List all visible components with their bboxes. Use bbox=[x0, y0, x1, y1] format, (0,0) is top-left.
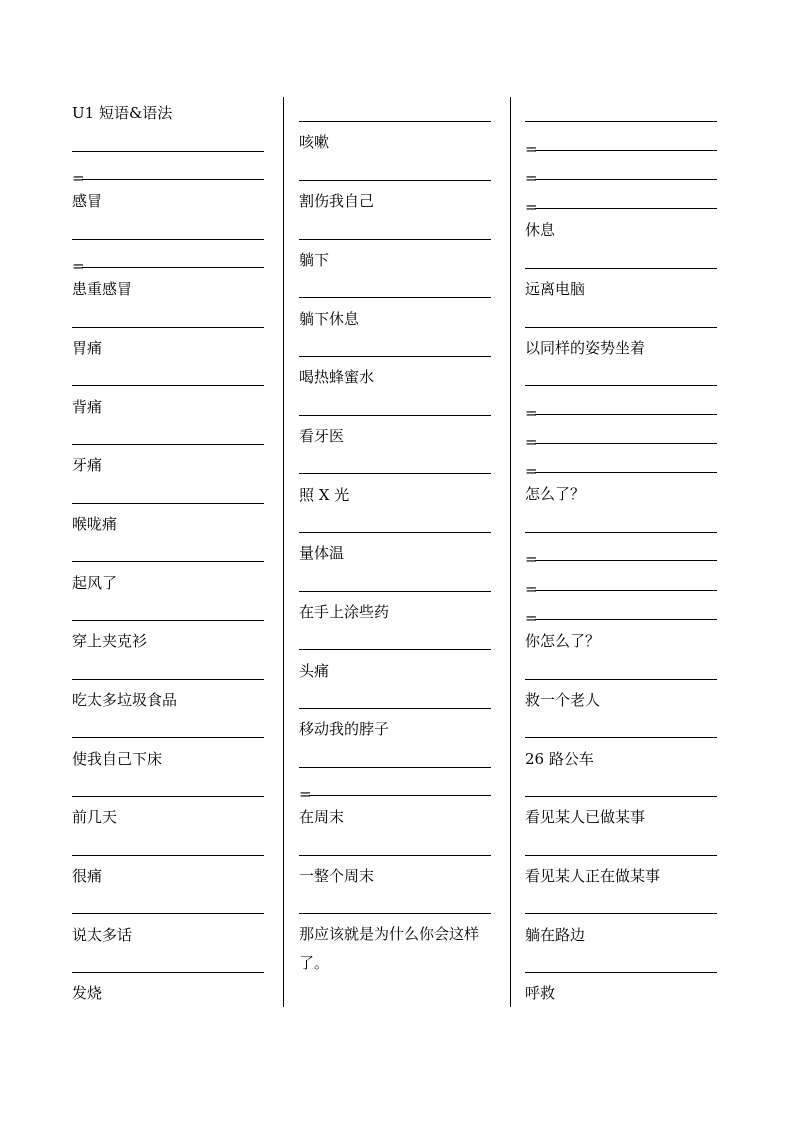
equivalent-row[interactable] bbox=[525, 600, 717, 627]
phrase-label: 看牙医 bbox=[299, 427, 345, 445]
phrase-label: 你怎么了？ bbox=[525, 632, 601, 650]
phrase-label: 发烧 bbox=[72, 984, 103, 1002]
equals-sign: = bbox=[525, 580, 538, 598]
answer-blank[interactable] bbox=[299, 708, 491, 709]
phrase-label: 远离电脑 bbox=[525, 280, 586, 298]
answer-blank[interactable] bbox=[535, 179, 717, 180]
equivalent-row[interactable] bbox=[525, 395, 717, 422]
answer-blank[interactable] bbox=[525, 796, 717, 797]
answer-blank[interactable] bbox=[72, 913, 264, 914]
answer-blank[interactable] bbox=[525, 855, 717, 856]
answer-blank[interactable] bbox=[299, 121, 491, 122]
phrase-label: 牙痛 bbox=[72, 456, 103, 474]
phrase-label: 感冒 bbox=[72, 192, 103, 210]
phrase-label: 患重感冒 bbox=[72, 280, 133, 298]
answer-blank[interactable] bbox=[72, 620, 264, 621]
phrase-label: 看见某人已做某事 bbox=[525, 808, 646, 826]
phrase-label: 割伤我自己 bbox=[299, 192, 375, 210]
answer-blank[interactable] bbox=[535, 208, 717, 209]
answer-blank[interactable] bbox=[72, 679, 264, 680]
equivalent-row[interactable] bbox=[525, 160, 717, 187]
phrase-label: 躺下 bbox=[299, 251, 330, 269]
phrase-label: 说太多话 bbox=[72, 926, 133, 944]
equivalent-row[interactable] bbox=[525, 131, 717, 158]
phrase-label: 咳嗽 bbox=[299, 133, 330, 151]
answer-blank[interactable] bbox=[299, 415, 491, 416]
answer-blank[interactable] bbox=[525, 679, 717, 680]
equivalent-row[interactable] bbox=[525, 541, 717, 568]
phrase-label: 很痛 bbox=[72, 867, 103, 885]
answer-blank[interactable] bbox=[299, 855, 491, 856]
phrase-label: 量体温 bbox=[299, 544, 345, 562]
answer-blank[interactable] bbox=[525, 913, 717, 914]
answer-blank[interactable] bbox=[72, 385, 264, 386]
phrase-label: 照 X 光 bbox=[299, 486, 350, 504]
answer-blank[interactable] bbox=[299, 767, 491, 768]
equals-sign: = bbox=[525, 404, 538, 422]
answer-blank[interactable] bbox=[525, 327, 717, 328]
equivalent-row[interactable] bbox=[525, 424, 717, 451]
phrase-label: 头痛 bbox=[299, 662, 330, 680]
phrase-label: 喝热蜂蜜水 bbox=[299, 368, 375, 386]
answer-blank[interactable] bbox=[299, 649, 491, 650]
phrase-label: 在周末 bbox=[299, 808, 345, 826]
answer-blank[interactable] bbox=[72, 972, 264, 973]
phrase-label: 背痛 bbox=[72, 398, 103, 416]
answer-blank[interactable] bbox=[72, 151, 264, 152]
answer-blank[interactable] bbox=[72, 796, 264, 797]
phrase-label: 呼救 bbox=[525, 984, 556, 1002]
column-2 bbox=[295, 97, 495, 1007]
answer-blank[interactable] bbox=[535, 619, 717, 620]
equals-sign: = bbox=[525, 169, 538, 187]
equivalent-row[interactable] bbox=[525, 189, 717, 216]
equivalent-row[interactable] bbox=[72, 248, 264, 275]
answer-blank[interactable] bbox=[525, 737, 717, 738]
phrase-label: 胃痛 bbox=[72, 339, 103, 357]
column-3 bbox=[521, 97, 721, 1007]
answer-blank[interactable] bbox=[535, 560, 717, 561]
equals-sign: = bbox=[525, 140, 538, 158]
equals-sign: = bbox=[72, 257, 85, 275]
phrase-label: 前几天 bbox=[72, 808, 118, 826]
phrase-label: 看见某人正在做某事 bbox=[525, 867, 661, 885]
answer-blank[interactable] bbox=[525, 972, 717, 973]
answer-blank[interactable] bbox=[72, 737, 264, 738]
answer-blank[interactable] bbox=[299, 591, 491, 592]
answer-blank[interactable] bbox=[309, 795, 491, 796]
answer-blank[interactable] bbox=[535, 590, 717, 591]
phrase-label: 起风了 bbox=[72, 574, 118, 592]
answer-blank[interactable] bbox=[72, 561, 264, 562]
answer-blank[interactable] bbox=[299, 180, 491, 181]
answer-blank[interactable] bbox=[299, 239, 491, 240]
answer-blank[interactable] bbox=[72, 327, 264, 328]
answer-blank[interactable] bbox=[525, 121, 717, 122]
phrase-label: 休息 bbox=[525, 221, 556, 239]
answer-blank[interactable] bbox=[82, 267, 264, 268]
phrase-label: 一整个周末 bbox=[299, 867, 375, 885]
answer-blank[interactable] bbox=[72, 503, 264, 504]
answer-blank[interactable] bbox=[299, 356, 491, 357]
answer-blank[interactable] bbox=[299, 532, 491, 533]
equals-sign: = bbox=[525, 550, 538, 568]
answer-blank[interactable] bbox=[72, 855, 264, 856]
answer-blank[interactable] bbox=[535, 443, 717, 444]
phrase-label: 吃太多垃圾食品 bbox=[72, 691, 178, 709]
equals-sign: = bbox=[525, 198, 538, 216]
answer-blank[interactable] bbox=[525, 268, 717, 269]
answer-blank[interactable] bbox=[72, 239, 264, 240]
equals-sign: = bbox=[525, 462, 538, 480]
equals-sign: = bbox=[525, 433, 538, 451]
phrase-label: 躺在路边 bbox=[525, 926, 586, 944]
phrase-label: 26 路公车 bbox=[525, 750, 594, 768]
phrase-label: 穿上夹克衫 bbox=[72, 632, 148, 650]
phrase-label: 喉咙痛 bbox=[72, 515, 118, 533]
equivalent-row[interactable] bbox=[525, 453, 717, 480]
phrase-label: 使我自己下床 bbox=[72, 750, 163, 768]
equals-sign: = bbox=[299, 785, 312, 803]
answer-blank[interactable] bbox=[535, 472, 717, 473]
phrase-label: 躺下休息 bbox=[299, 310, 360, 328]
answer-blank[interactable] bbox=[72, 444, 264, 445]
answer-blank[interactable] bbox=[535, 150, 717, 151]
phrase-label: 怎么了？ bbox=[525, 485, 586, 503]
answer-blank[interactable] bbox=[299, 297, 491, 298]
answer-blank[interactable] bbox=[525, 385, 717, 386]
equivalent-row[interactable] bbox=[72, 160, 264, 187]
equivalent-row[interactable] bbox=[299, 776, 491, 803]
phrase-label: 移动我的脖子 bbox=[299, 720, 390, 738]
worksheet-title: U1 短语&语法 bbox=[72, 104, 173, 122]
column-divider bbox=[283, 97, 284, 1007]
answer-blank[interactable] bbox=[82, 179, 264, 180]
phrase-label: 以同样的姿势坐着 bbox=[525, 339, 646, 357]
column-1 bbox=[68, 97, 268, 1007]
phrase-label: 那应该就是为什么你会这样了。 bbox=[299, 925, 480, 972]
phrase-label: 在手上涂些药 bbox=[299, 603, 390, 621]
equivalent-row[interactable] bbox=[525, 571, 717, 598]
answer-blank[interactable] bbox=[535, 414, 717, 415]
column-divider bbox=[510, 97, 511, 1007]
answer-blank[interactable] bbox=[299, 473, 491, 474]
phrase-label: 救一个老人 bbox=[525, 691, 601, 709]
answer-blank[interactable] bbox=[525, 532, 717, 533]
answer-blank[interactable] bbox=[299, 913, 491, 914]
equals-sign: = bbox=[525, 609, 538, 627]
equals-sign: = bbox=[72, 169, 85, 187]
